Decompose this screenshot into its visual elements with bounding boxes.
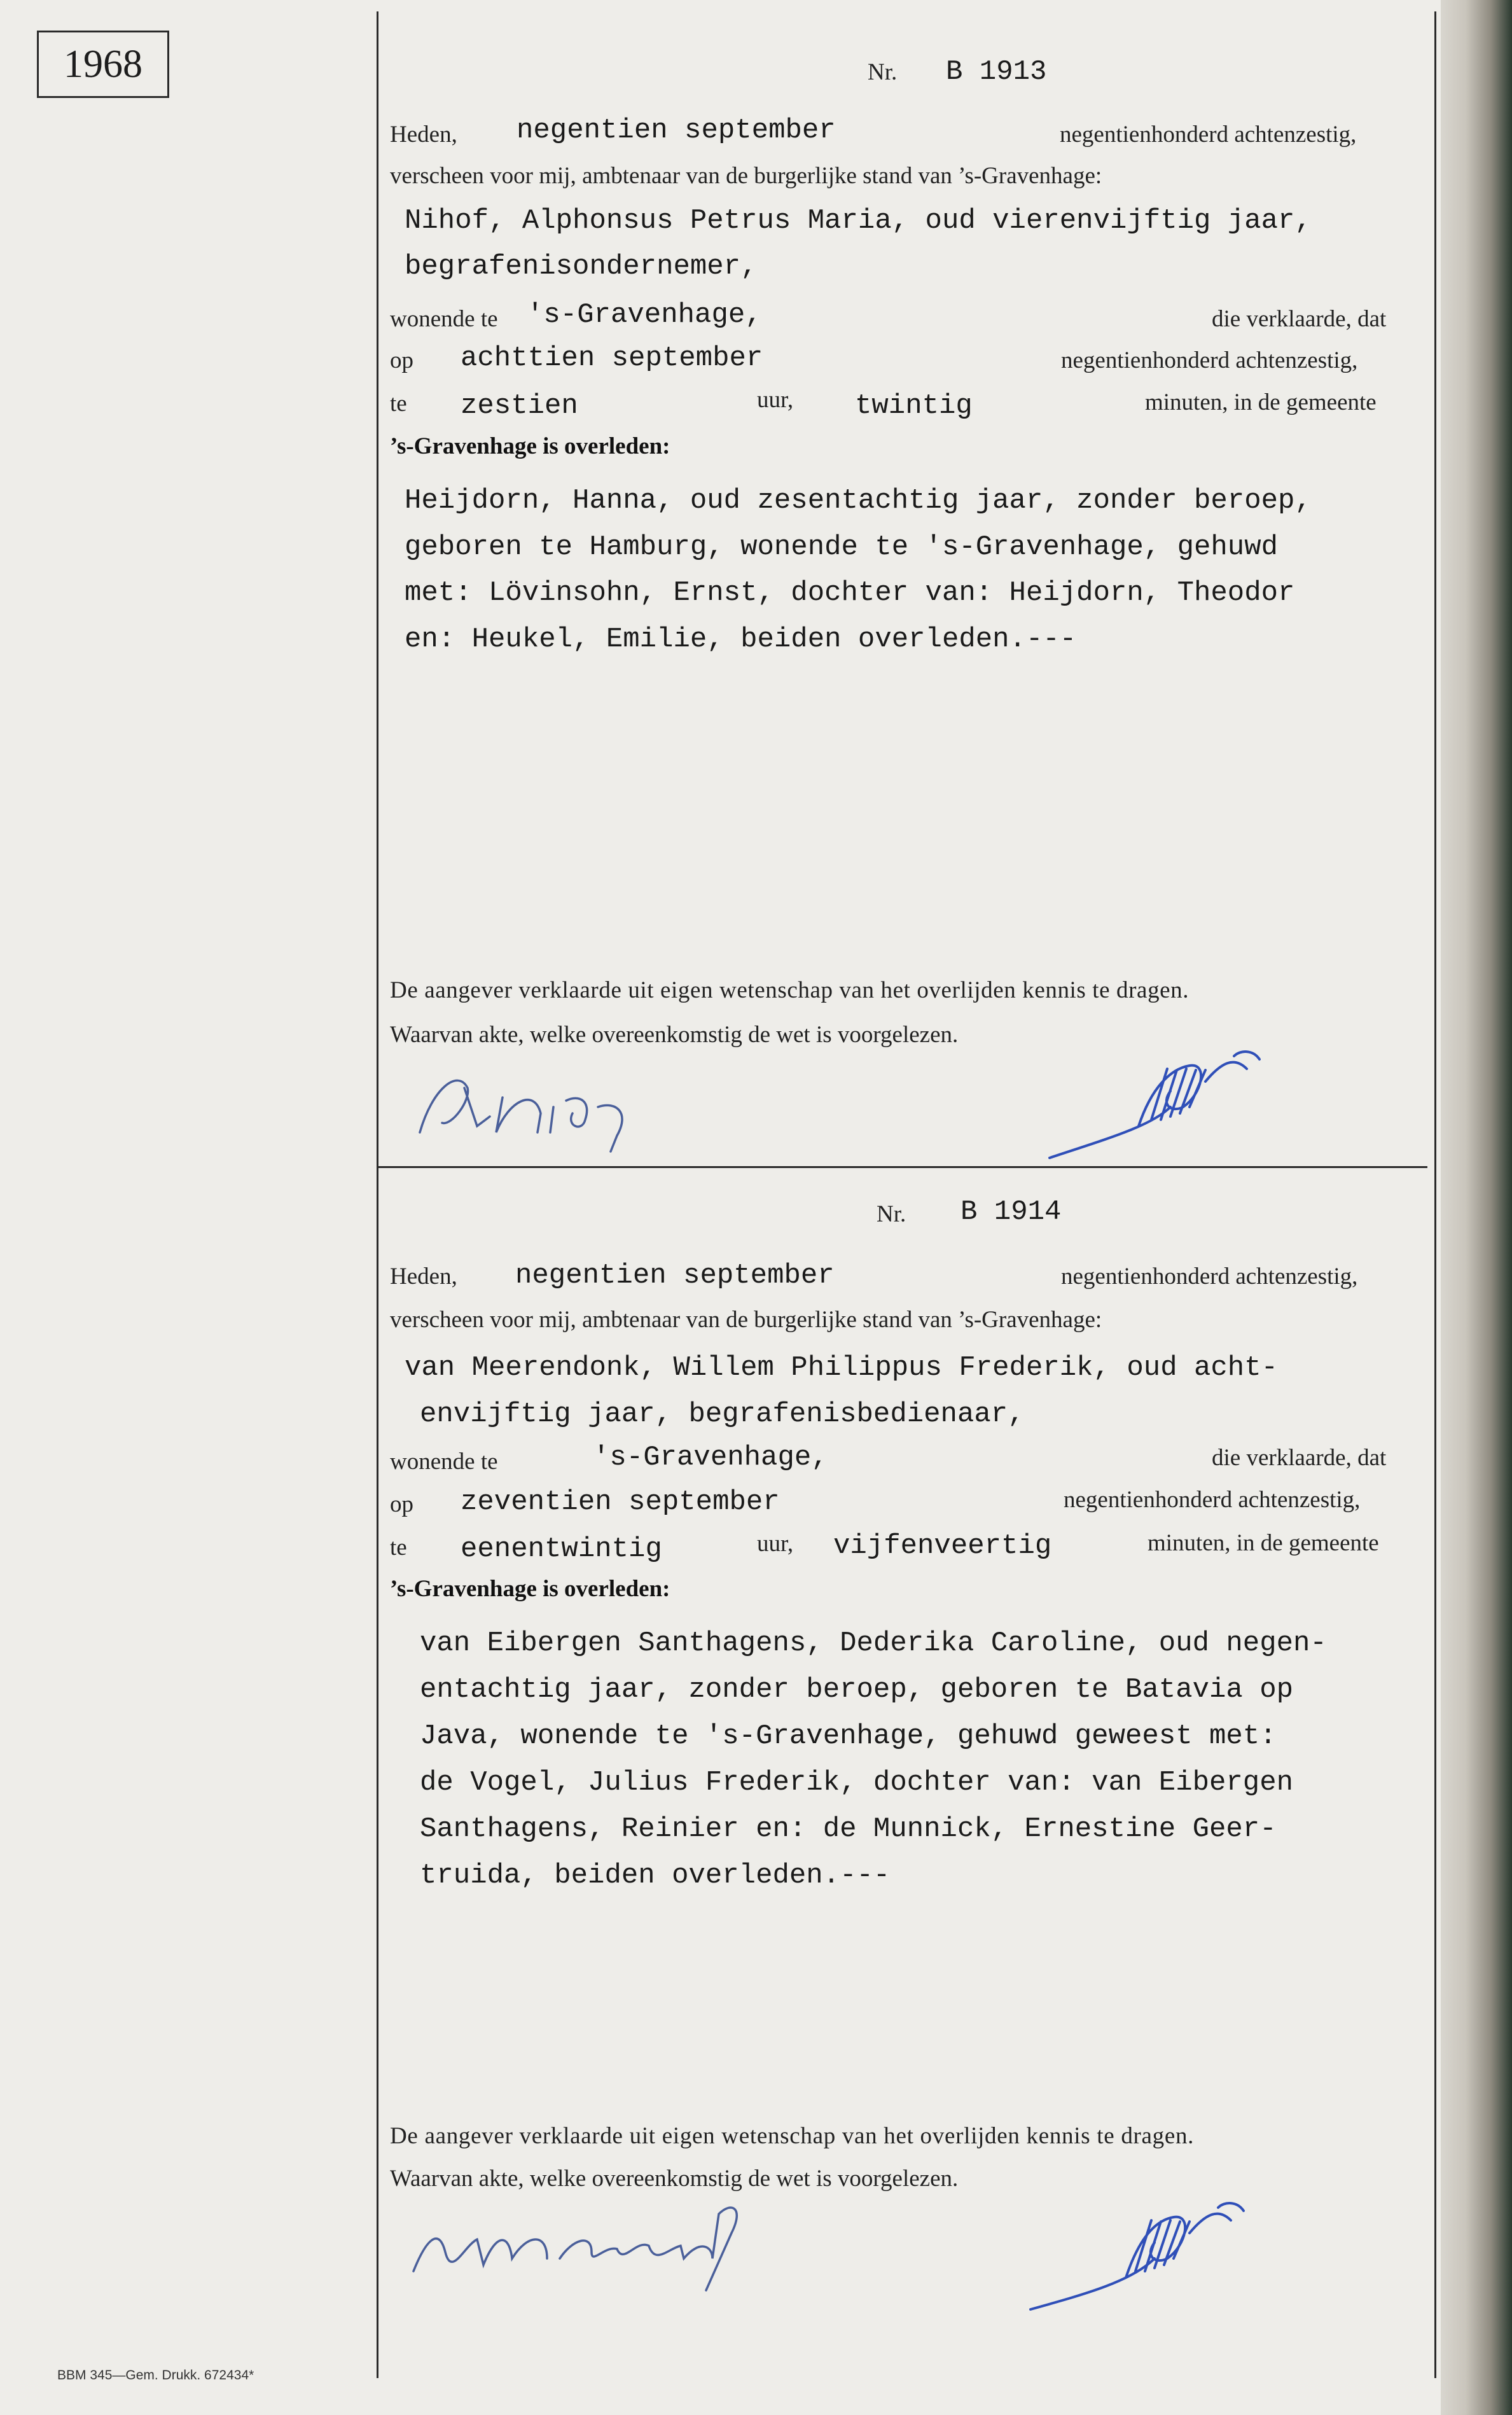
record-number: B 1913 bbox=[946, 56, 1047, 88]
heden-label: Heden, bbox=[390, 122, 457, 148]
death-minutes: twintig bbox=[855, 390, 973, 422]
deceased-intro: ’s-Gravenhage is overleden: bbox=[390, 1576, 670, 1602]
hour-label: uur, bbox=[757, 387, 794, 413]
right-rule bbox=[1434, 11, 1436, 2378]
deceased-intro: ’s-Gravenhage is overleden: bbox=[390, 433, 670, 459]
deceased-line: de Vogel, Julius Frederik, dochter van: van Eibergen bbox=[420, 1767, 1294, 1799]
minutes-label: minuten, in de gemeente bbox=[1148, 1530, 1379, 1556]
death-hour: eenentwintig bbox=[461, 1533, 662, 1565]
year-label: 1968 bbox=[64, 42, 142, 86]
deceased-line: Santhagens, Reinier en: de Munnick, Ernestine Geer- bbox=[420, 1813, 1277, 1845]
deceased-line: met: Lövinsohn, Ernst, dochter van: Heijdorn, Theodor bbox=[405, 577, 1295, 609]
on-label: op bbox=[390, 347, 413, 373]
residence-label: wonende te bbox=[390, 306, 498, 332]
registration-date: negentien september bbox=[517, 115, 836, 146]
residence: 's-Gravenhage, bbox=[527, 299, 762, 331]
deceased-line: Java, wonende te 's-Gravenhage, gehuwd geweest met: bbox=[420, 1720, 1277, 1752]
deceased-line: entachtig jaar, zonder beroep, geboren te Batavia op bbox=[420, 1674, 1294, 1706]
year-box bbox=[37, 31, 169, 98]
appeared-label: verscheen voor mij, ambtenaar van de burgerlijke stand van ’s-Gravenhage: bbox=[390, 1307, 1102, 1333]
declared-label: die verklaarde, dat bbox=[1212, 306, 1387, 332]
death-date: zeventien september bbox=[461, 1486, 780, 1518]
declarant-line: envijftig jaar, begrafenisbedienaar, bbox=[420, 1398, 1025, 1430]
declarant-signature bbox=[401, 2189, 795, 2297]
book-spine-edge bbox=[1441, 0, 1512, 2415]
deceased-line: Heijdorn, Hanna, oud zesentachtig jaar, zonder beroep, bbox=[405, 485, 1312, 517]
closing-statement: De aangever verklaarde uit eigen wetenschap van het overlijden kennis te dragen. bbox=[390, 977, 1189, 1003]
deceased-line: truida, beiden overleden.--- bbox=[420, 1860, 891, 1891]
closing-statement: De aangever verklaarde uit eigen wetenschap van het overlijden kennis te dragen. bbox=[390, 2123, 1195, 2149]
declared-label: die verklaarde, dat bbox=[1212, 1445, 1387, 1471]
closing-statement: Waarvan akte, welke overeenkomstig de wet is voorgelezen. bbox=[390, 1022, 959, 1048]
registrar-signature bbox=[1024, 2182, 1279, 2316]
declarant-line: Nihof, Alphonsus Petrus Maria, oud vierenvijftig jaar, bbox=[405, 205, 1312, 237]
century-label: negentienhonderd achtenzestig, bbox=[1061, 1263, 1358, 1290]
deceased-line: en: Heukel, Emilie, beiden overleden.--- bbox=[405, 623, 1077, 655]
deceased-line: van Eibergen Santhagens, Dederika Caroline, oud negen- bbox=[420, 1627, 1327, 1659]
century-label: negentienhonderd achtenzestig, bbox=[1061, 347, 1358, 373]
residence-label: wonende te bbox=[390, 1449, 498, 1475]
record-number-label: Nr. bbox=[877, 1201, 906, 1227]
record-number-label: Nr. bbox=[868, 59, 898, 85]
declarant-line: van Meerendonk, Willem Philippus Frederik, oud acht- bbox=[405, 1352, 1279, 1384]
on-label: op bbox=[390, 1491, 413, 1517]
century-label: negentienhonderd achtenzestig, bbox=[1064, 1487, 1361, 1513]
registration-date: negentien september bbox=[515, 1260, 835, 1291]
minutes-label: minuten, in de gemeente bbox=[1145, 389, 1377, 415]
appeared-label: verscheen voor mij, ambtenaar van de burgerlijke stand van ’s-Gravenhage: bbox=[390, 163, 1102, 189]
at-label: te bbox=[390, 391, 407, 417]
registrar-signature bbox=[1043, 1031, 1298, 1164]
record-number: B 1914 bbox=[961, 1196, 1062, 1228]
century-label: negentienhonderd achtenzestig, bbox=[1060, 122, 1357, 148]
declarant-signature bbox=[407, 1062, 712, 1158]
printer-footer: BBM 345—Gem. Drukk. 672434* bbox=[57, 2368, 254, 2383]
margin-rule bbox=[377, 11, 378, 2378]
death-minutes: vijfenveertig bbox=[833, 1530, 1052, 1562]
closing-statement: Waarvan akte, welke overeenkomstig de wet is voorgelezen. bbox=[390, 2166, 959, 2192]
death-date: achttien september bbox=[461, 342, 763, 374]
record-divider bbox=[377, 1166, 1427, 1168]
hour-label: uur, bbox=[757, 1531, 794, 1557]
declarant-line: begrafenisondernemer, bbox=[405, 251, 758, 282]
residence: 's-Gravenhage, bbox=[593, 1442, 828, 1473]
at-label: te bbox=[390, 1535, 407, 1561]
heden-label: Heden, bbox=[390, 1263, 457, 1290]
death-hour: zestien bbox=[461, 390, 578, 422]
deceased-line: geboren te Hamburg, wonende te 's-Gravenhage, gehuwd bbox=[405, 531, 1279, 563]
